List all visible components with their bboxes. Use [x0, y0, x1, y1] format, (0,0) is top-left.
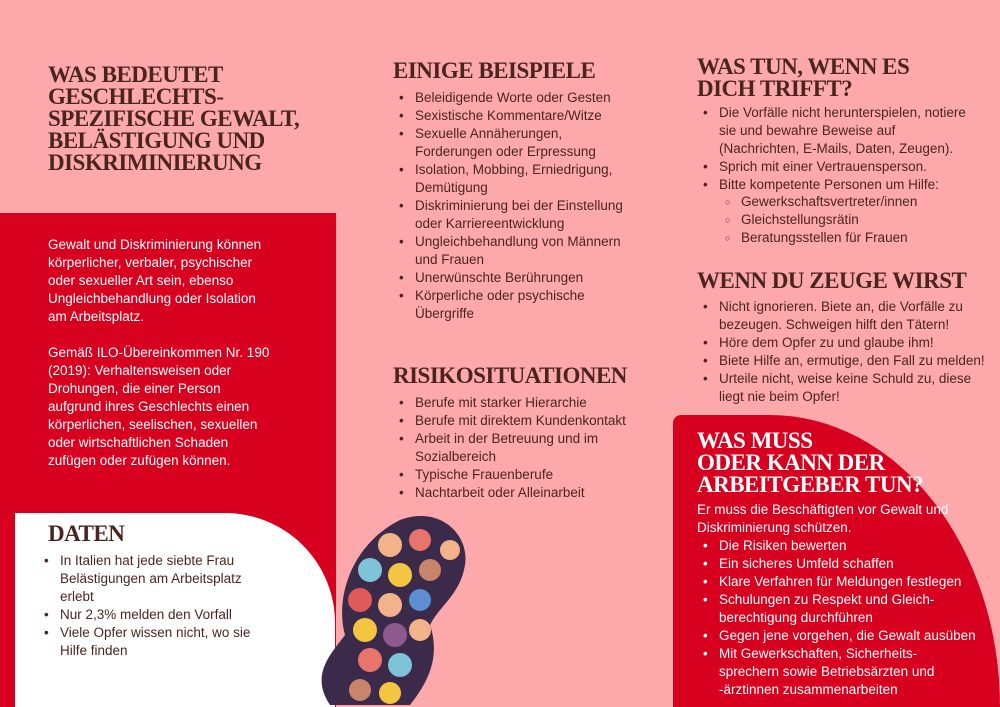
list-item: • Sprich mit einer Vertrauensperson.: [697, 158, 972, 176]
list-item: • Unerwünschte Berührungen: [393, 269, 643, 287]
list-item: • Berufe mit direktem Kundenkontakt: [393, 412, 653, 430]
list-item: • Sexistische Kommentare/Witze: [393, 107, 643, 125]
list-item: • Klare Verfahren für Meldungen festlegen: [697, 573, 987, 591]
list-item: • Mit Gewerkschaften, Sicherheits-sprechern sowie Betriebsärzten und -ärztinnen zusammenarbeiten: [697, 645, 942, 699]
list-item: • Typische Frauenberufe: [393, 466, 653, 484]
list-item: • Isolation, Mobbing, Erniedrigung, Demütigung: [393, 161, 643, 197]
list-item: • In Italien hat jede siebte Frau Belästigungen am Arbeitsplatz erlebt: [38, 552, 263, 606]
title-line: WAS BEDEUTET: [48, 62, 223, 87]
title-line: WAS MUSS: [697, 428, 813, 453]
witness-list: [697, 298, 992, 406]
list-item: ○ Gewerkschaftsvertreter/innen: [719, 193, 969, 211]
list-item: • Die Risiken bewerten: [697, 537, 987, 555]
examples-title: EINIGE BEISPIELE: [393, 58, 596, 83]
employer-list: [697, 537, 987, 699]
list-item: ○ Beratungsstellen für Frauen: [719, 229, 969, 247]
main-title: [48, 64, 338, 174]
list-item: • Diskriminierung bei der Einstellung oder Karriereentwicklung: [393, 197, 643, 233]
title-line: ODER KANN DER: [697, 450, 885, 475]
list-item: • Gegen jene vorgehen, die Gewalt ausüben: [697, 627, 987, 645]
definition-paragraph: Gewalt und Diskriminierung können körperlicher, verbaler, psychischer oder sexueller Art sein, ebenso Ungleichbehandlung oder Isolation am Arbeitsplatz.: [48, 237, 262, 324]
list-item: • Körperliche oder psychische Übergriffe: [393, 287, 643, 323]
examples-list: [393, 89, 643, 323]
list-item: • Nur 2,3% melden den Vorfall: [38, 606, 263, 624]
title-line: GESCHLECHTS-: [48, 84, 224, 109]
list-item: • Beleidigende Worte oder Gesten: [393, 89, 643, 107]
list-item: • Berufe mit starker Hierarchie: [393, 394, 653, 412]
list-item: • Biete Hilfe an, ermutige, den Fall zu melden!: [697, 352, 992, 370]
list-item: • Bitte kompetente Personen um Hilfe:: [697, 176, 972, 194]
women-crowd-illustration: [290, 505, 480, 707]
list-item: • Schulungen zu Respekt und Gleich-berechtigung durchführen: [697, 591, 942, 627]
list-item: • Ein sicheres Umfeld schaffen: [697, 555, 987, 573]
list-item: • Urteile nicht, weise keine Schuld zu, diese liegt nie beim Opfer!: [697, 370, 992, 406]
title-line: SPEZIFISCHE GEWALT,: [48, 106, 300, 131]
employer-intro: Er muss die Beschäftigten vor Gewalt und Diskriminierung schützen.: [697, 502, 949, 535]
risk-title: RISIKOSITUATIONEN: [393, 363, 627, 388]
title-line: ARBEITGEBER TUN?: [697, 472, 924, 497]
list-item: • Die Vorfälle nicht herunterspielen, notiere sie und bewahre Beweise auf (Nachrichten, E-Mails, Daten, Zeugen).: [697, 104, 972, 158]
affected-list: [697, 104, 972, 194]
witness-title: WENN DU ZEUGE WIRST: [697, 268, 967, 293]
title-line: BELÄSTIGUNG UND: [48, 128, 265, 153]
list-item: • Ungleichbehandlung von Männern und Frauen: [393, 233, 643, 269]
title-line: DISKRIMINIERUNG: [48, 150, 262, 175]
list-item: ○ Gleichstellungsrätin: [719, 211, 969, 229]
data-title: DATEN: [48, 521, 125, 546]
affected-title: WAS TUN, WENN ES DICH TRIFFT?: [697, 54, 910, 101]
employer-title: [697, 430, 923, 496]
list-item: • Sexuelle Annäherungen, Forderungen oder Erpressung: [393, 125, 643, 161]
risk-list: [393, 394, 653, 502]
ilo-paragraph: Gemäß ILO-Übereinkommen Nr. 190 (2019): Verhaltensweisen oder Drohungen, die einer Person aufgrund ihres Geschlechts einen körperlichen, seelischen, sexuellen oder wirtschaftlichen Schaden zufügen oder zufügen können.: [48, 345, 270, 468]
data-list: [38, 552, 263, 660]
list-item: • Höre dem Opfer zu und glaube ihm!: [697, 334, 992, 352]
list-item: • Nicht ignorieren. Biete an, die Vorfälle zu bezeugen. Schweigen hilft den Tätern!: [697, 298, 992, 334]
helpers-list: [719, 193, 969, 247]
list-item: • Nachtarbeit oder Alleinarbeit: [393, 484, 653, 502]
list-item: • Viele Opfer wissen nicht, wo sie Hilfe finden: [38, 624, 263, 660]
list-item: • Arbeit in der Betreuung und im Sozialbereich: [393, 430, 653, 466]
